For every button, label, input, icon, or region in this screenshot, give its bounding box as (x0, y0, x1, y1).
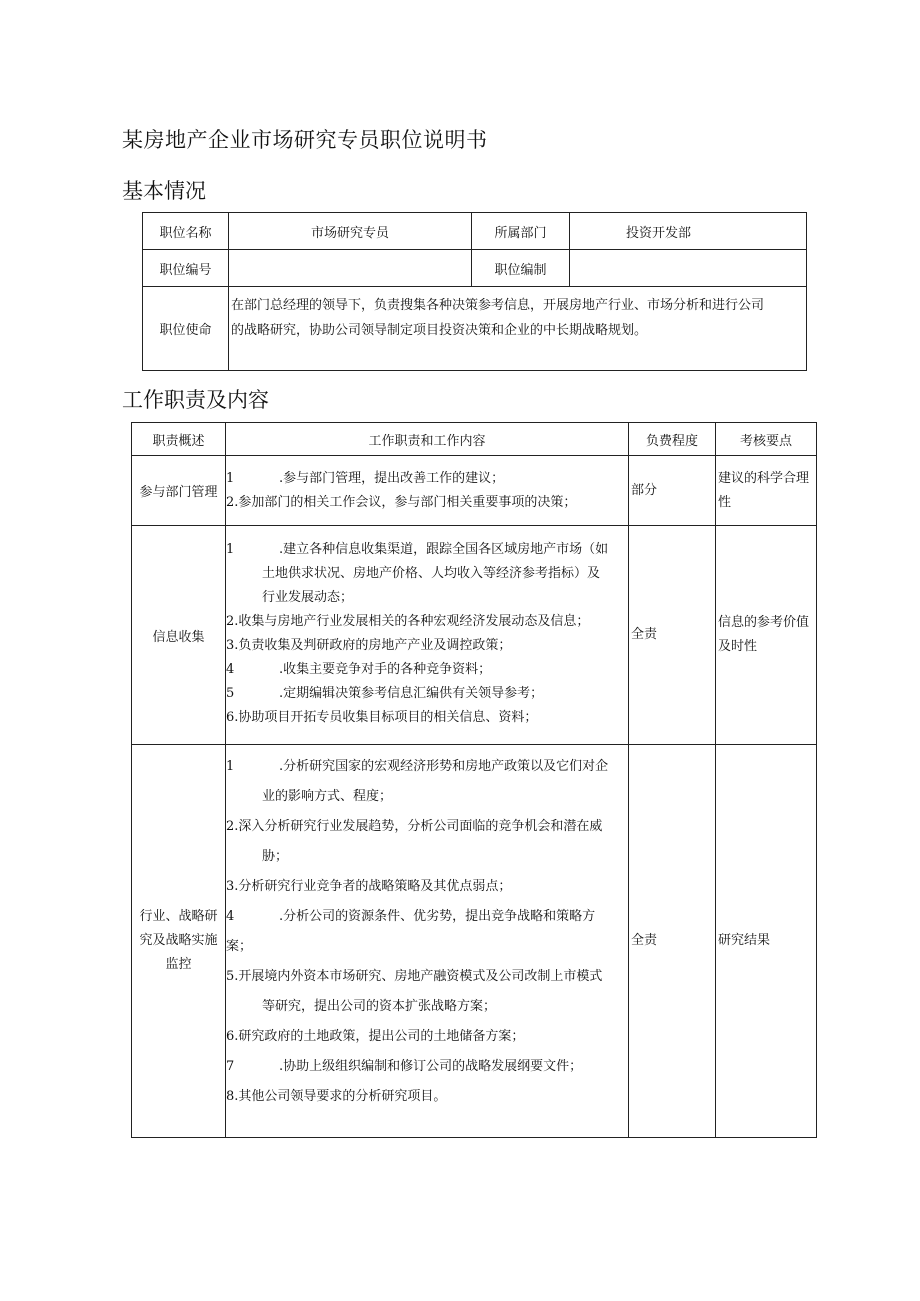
duty-table (131, 422, 817, 1138)
mission-text (229, 287, 807, 371)
position-code-value (229, 250, 472, 287)
department-value: 投资开发部 (570, 213, 807, 250)
position-staffing-value (570, 250, 807, 287)
row-summary: 行业、战略研 究及战略实施 监控 (132, 745, 226, 1138)
row-content (226, 745, 629, 1138)
mission-line: 的战略研究，协助公司领导制定项目投资决策和企业的中长期战略规划。 (231, 323, 648, 338)
section-heading-duties: 工作职责及内容 (122, 388, 269, 412)
position-staffing-label: 职位编制 (472, 250, 570, 287)
table-row (132, 745, 817, 1138)
row-degree: 部分 (629, 456, 716, 526)
content-line: 3.分析研究行业竞争者的战略策略及其优点弱点； (226, 879, 512, 894)
position-name-label: 职位名称 (143, 213, 229, 250)
position-code-label: 职位编号 (143, 250, 229, 287)
content-line: 4 .收集主要竞争对手的各种竞争资料； (226, 662, 492, 677)
content-line: 业的影响方式、程度； (262, 789, 393, 804)
header-summary: 职责概述 (132, 423, 226, 456)
mission-line: 在部门总经理的领导下，负责搜集各种决策参考信息，开展房地产行业、市场分析和进行公司 (231, 298, 765, 313)
content-line: 案； (226, 939, 253, 954)
content-line: 2.深入分析研究行业发展趋势，分析公司面临的竞争机会和潜在威 (226, 819, 603, 834)
content-line: 7 .协助上级组织编制和修订公司的战略发展纲要文件； (226, 1059, 583, 1074)
row-assessment: 信息的参考价值 及时性 (716, 526, 817, 745)
content-line: 行业发展动态； (262, 590, 354, 605)
content-line: 6.研究政府的土地政策，提出公司的土地储备方案； (226, 1029, 525, 1044)
row-degree: 全责 (629, 745, 716, 1138)
content-line: 1 .参与部门管理，提出改善工作的建议； (226, 470, 505, 486)
position-name-value: 市场研究专员 (229, 213, 472, 250)
table-row (132, 526, 817, 745)
mission-label: 职位使命 (143, 287, 229, 371)
row-summary: 信息收集 (132, 526, 226, 745)
content-line: 1 .建立各种信息收集渠道，跟踪全国各区域房地产市场（如 (226, 542, 609, 557)
content-line: 土地供求状况、房地产价格、人均收入等经济参考指标）及 (262, 566, 601, 581)
header-degree: 负费程度 (629, 423, 716, 456)
content-line: 5.开展境内外资本市场研究、房地产融资模式及公司改制上市模式 (226, 969, 603, 984)
content-line: 8.其他公司领导要求的分析研究项目。 (226, 1089, 447, 1104)
content-line: 3.负责收集及判研政府的房地产产业及调控政策； (226, 638, 512, 653)
content-line: 2.收集与房地产行业发展相关的各种宏观经济发展动态及信息； (226, 614, 590, 629)
header-assessment: 考核要点 (716, 423, 817, 456)
content-line: 2.参加部门的相关工作会议，参与部门相关重要事项的决策； (226, 494, 577, 510)
basic-info-table (142, 212, 807, 371)
section-heading-basic: 基本情况 (122, 179, 206, 203)
row-content (226, 456, 629, 526)
row-content (226, 526, 629, 745)
content-line: 5 .定期编辑决策参考信息汇编供有关领导参考； (226, 686, 544, 701)
row-degree: 全责 (629, 526, 716, 745)
content-line: 胁； (262, 849, 289, 864)
row-summary: 参与部门管理 (132, 456, 226, 526)
row-assessment: 研究结果 (716, 745, 817, 1138)
table-row (132, 456, 817, 526)
header-content: 工作职责和工作内容 (226, 423, 629, 456)
department-label: 所属部门 (472, 213, 570, 250)
row-assessment: 建议的科学合理 性 (716, 456, 817, 526)
content-line: 1 .分析研究国家的宏观经济形势和房地产政策以及它们对企 (226, 759, 609, 774)
content-line: 4 .分析公司的资源条件、优劣势，提出竞争战略和策略方 (226, 909, 596, 924)
document-title: 某房地产企业市场研究专员职位说明书 (122, 128, 488, 152)
content-line: 6.协助项目开拓专员收集目标项目的相关信息、资料； (226, 710, 538, 725)
content-line: 等研究，提出公司的资本扩张战略方案； (262, 999, 497, 1014)
